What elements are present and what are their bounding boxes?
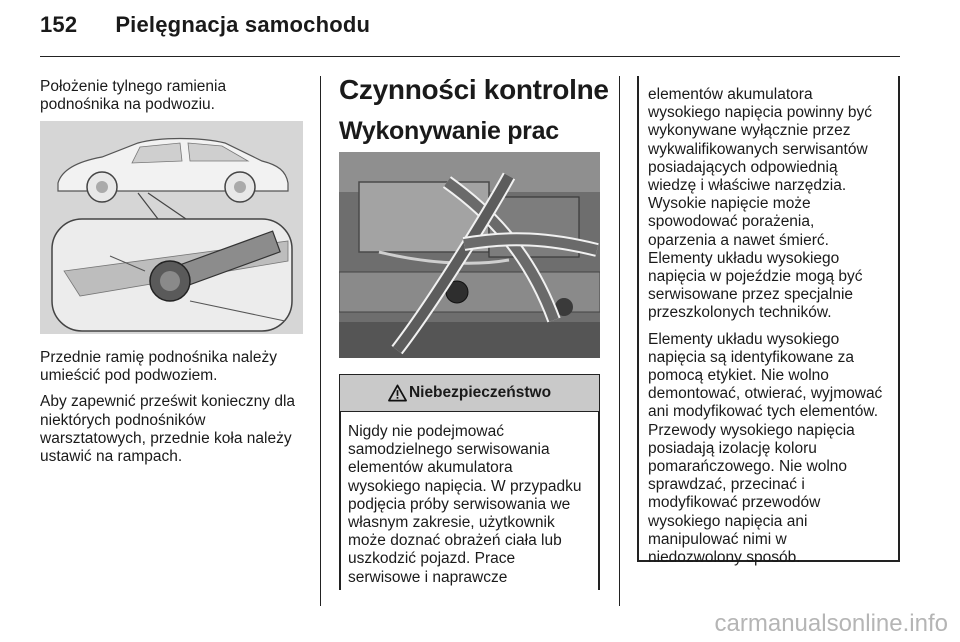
- section-heading: Czynności kontrolne: [339, 74, 609, 105]
- warning-title: Niebezpieczeństwo: [408, 384, 552, 401]
- warning-continued-border-right: [898, 76, 900, 562]
- warning-line: uszkodzić pojazd. Prace: [348, 550, 516, 568]
- caption-lift-arm-position: [40, 78, 310, 114]
- text-line: umieścić pod podwoziem.: [40, 367, 218, 385]
- column-divider-left: [320, 76, 321, 606]
- caption-line: podnośnika na podwoziu.: [40, 96, 215, 114]
- page-header: [40, 12, 370, 38]
- paragraph: [648, 331, 898, 568]
- warning-line: elementów akumulatora: [348, 459, 513, 477]
- text-line: wiedzę i właściwe narzędzia.: [648, 177, 847, 195]
- text-line: Przednie ramię podnośnika należy: [40, 349, 277, 366]
- text-line: Przewody wysokiego napięcia: [648, 421, 855, 439]
- text-line: ustawić na rampach.: [40, 448, 183, 466]
- warning-continued-body: [648, 86, 898, 575]
- figure-car-lift-point: [40, 121, 303, 334]
- warning-line: serwisowe i naprawcze: [348, 568, 508, 586]
- text-line: Elementy układu wysokiego: [648, 249, 840, 267]
- text-line: demontować, otwierać, wyjmować: [648, 385, 883, 403]
- text-line: warsztatowych, przednie koła należy: [40, 429, 292, 447]
- text-line: spowodować porażenia,: [648, 213, 815, 231]
- text-line: Elementy układu wysokiego: [648, 330, 840, 348]
- text-line: Wysokie napięcie może: [648, 195, 811, 213]
- warning-line: podjęcia próby serwisowania we: [348, 495, 571, 513]
- text-line: napięcia w pojeździe mogą być: [648, 268, 863, 286]
- text-line: manipulować nimi w: [648, 530, 787, 548]
- section-subheading: Wykonywanie prac: [339, 117, 559, 145]
- figure-engine-bay: [339, 152, 600, 358]
- watermark: carmanualsonline.info: [714, 610, 948, 637]
- column-divider-right: [619, 76, 620, 606]
- text-line: przeszkolonych techników.: [648, 304, 832, 322]
- text-line: sprawdzać, przecinać i: [648, 476, 805, 494]
- text-line: niedozwolony sposób.: [648, 549, 801, 567]
- text-line: posiadających odpowiednią: [648, 158, 838, 176]
- warning-border-left: [339, 412, 341, 590]
- warning-line: samodzielnego serwisowania: [348, 441, 550, 459]
- paragraph: [40, 349, 315, 385]
- text-line: pomocą etykiet. Nie wolno: [648, 367, 829, 385]
- text-line: wysokiego napięcia powinny być: [648, 104, 873, 122]
- warning-header: [339, 374, 600, 412]
- text-line: niektórych podnośników: [40, 411, 206, 429]
- text-line: Aby zapewnić prześwit konieczny dla: [40, 393, 296, 411]
- text-line: elementów akumulatora: [648, 86, 813, 103]
- paragraph: [40, 393, 315, 466]
- text-line: napięcia są identyfikowane za: [648, 348, 854, 366]
- text-line: wykwalifikowanych serwisantów: [648, 140, 868, 158]
- left-text-block: [40, 349, 315, 474]
- engine-bay-illustration: [339, 152, 600, 358]
- paragraph: [648, 86, 898, 323]
- warning-continued-border-left: [637, 76, 639, 562]
- text-line: oparzenia a nawet śmierć.: [648, 231, 829, 249]
- car-lift-illustration: [40, 121, 303, 334]
- caption-line: Położenie tylnego ramienia: [40, 78, 227, 95]
- page-title: Pielęgnacja samochodu: [115, 12, 371, 37]
- text-line: modyfikować przewodów: [648, 494, 821, 512]
- warning-triangle-icon: [388, 384, 407, 402]
- text-line: wykonywane wyłącznie przez: [648, 122, 851, 140]
- text-line: ani modyfikować tych elementów.: [648, 403, 879, 421]
- warning-line: własnym zakresie, użytkownik: [348, 514, 555, 532]
- text-line: wysokiego napięcia ani: [648, 512, 808, 530]
- text-line: pomarańczowego. Nie wolno: [648, 458, 848, 476]
- warning-body: [348, 423, 598, 587]
- warning-line: może doznać obrażeń ciała lub: [348, 532, 562, 550]
- text-line: serwisowane przez specjalnie: [648, 286, 854, 304]
- warning-line: Nigdy nie podejmować: [348, 423, 504, 440]
- text-line: posiadają izolację koloru: [648, 439, 817, 457]
- warning-line: wysokiego napięcia. W przypadku: [348, 477, 582, 495]
- warning-border-right: [598, 412, 600, 590]
- page-number: 152: [40, 12, 78, 37]
- header-divider: [40, 56, 900, 57]
